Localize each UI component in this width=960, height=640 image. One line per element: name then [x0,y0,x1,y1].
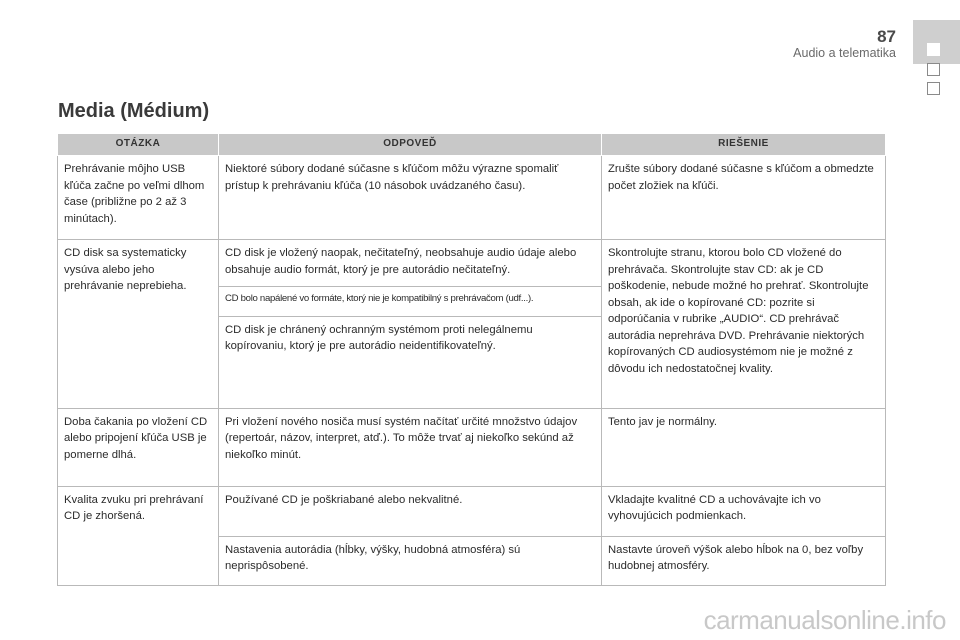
chapter-tab [913,20,960,64]
solution-cell: Skontrolujte stranu, ktorou bolo CD vložené do prehrávača. Skontrolujte stav CD: ak je CD poškodenie, nebude možné ho prehrať. Skontrolujte obsah, ak ide o kopírované CD: pozrite si odporúčania v rubrike „AUDIO“. CD prehrávač autorádia neprehráva DVD. Prehrávanie niektorých kopírovaných CD audiosystémom nie je možné z dôvodu ich nedostatočnej kvality. [602,240,886,409]
table-row [58,408,886,486]
table-row [58,240,886,287]
table-row [58,156,886,240]
section-title: Audio a telematika [793,46,896,60]
question-cell: Prehrávanie môjho USB kľúča začne po veľmi dlhom čase (približne po 2 až 3 minútach). [58,156,219,240]
chapter-marker [927,82,940,95]
question-cell: CD disk sa systematicky vysúva alebo jeho prehrávanie neprebieha. [58,240,219,409]
chapter-marker [927,63,940,76]
table-header-row [58,134,886,156]
answer-cell: Niektoré súbory dodané súčasne s kľúčom môžu výrazne spomaliť prístup k prehrávaniu kľúča (10 násobok uvádzaného času). [219,156,602,240]
watermark: carmanualsonline.info [703,605,946,635]
page-title: Media (Médium) [58,100,210,122]
column-header-solution: RIEŠENIE [602,134,886,156]
faq-table [57,133,886,586]
answer-cell: Používané CD je poškriabané alebo nekvalitné. [219,486,602,536]
solution-cell: Nastavte úroveň výšok alebo hĺbok na 0, bez voľby hudobnej atmosféry. [602,536,886,585]
solution-cell: Vkladajte kvalitné CD a uchovávajte ich vo vyhovujúcich podmienkach. [602,486,886,536]
table-row [58,486,886,536]
column-header-question: OTÁZKA [58,134,219,156]
side-strip [913,0,960,640]
chapter-marker-active [927,43,940,56]
answer-cell: Pri vložení nového nosiča musí systém načítať určité množstvo údajov (repertoár, názov, interpret, atď.). To môže trvať aj niekoľko sekúnd až niekoľko minút. [219,408,602,486]
solution-cell: Zrušte súbory dodané súčasne s kľúčom a obmedzte počet zložiek na kľúči. [602,156,886,240]
solution-cell: Tento jav je normálny. [602,408,886,486]
answer-cell: CD bolo napálené vo formáte, ktorý nie je kompatibilný s prehrávačom (udf...). [219,287,602,317]
question-cell: Kvalita zvuku pri prehrávaní CD je zhoršená. [58,486,219,585]
column-header-answer: ODPOVEĎ [219,134,602,156]
answer-cell: Nastavenia autorádia (hĺbky, výšky, hudobná atmosféra) sú neprispôsobené. [219,536,602,585]
question-cell: Doba čakania po vložení CD alebo pripojení kľúča USB je pomerne dlhá. [58,408,219,486]
answer-cell: CD disk je chránený ochranným systémom proti nelegálnemu kopírovaniu, ktorý je pre autorádio neidentifikovateľný. [219,316,602,408]
answer-cell: CD disk je vložený naopak, nečitateľný, neobsahuje audio údaje alebo obsahuje audio formát, ktorý je pre autorádio nečitateľný. [219,240,602,287]
page-number: 87 [877,27,896,46]
